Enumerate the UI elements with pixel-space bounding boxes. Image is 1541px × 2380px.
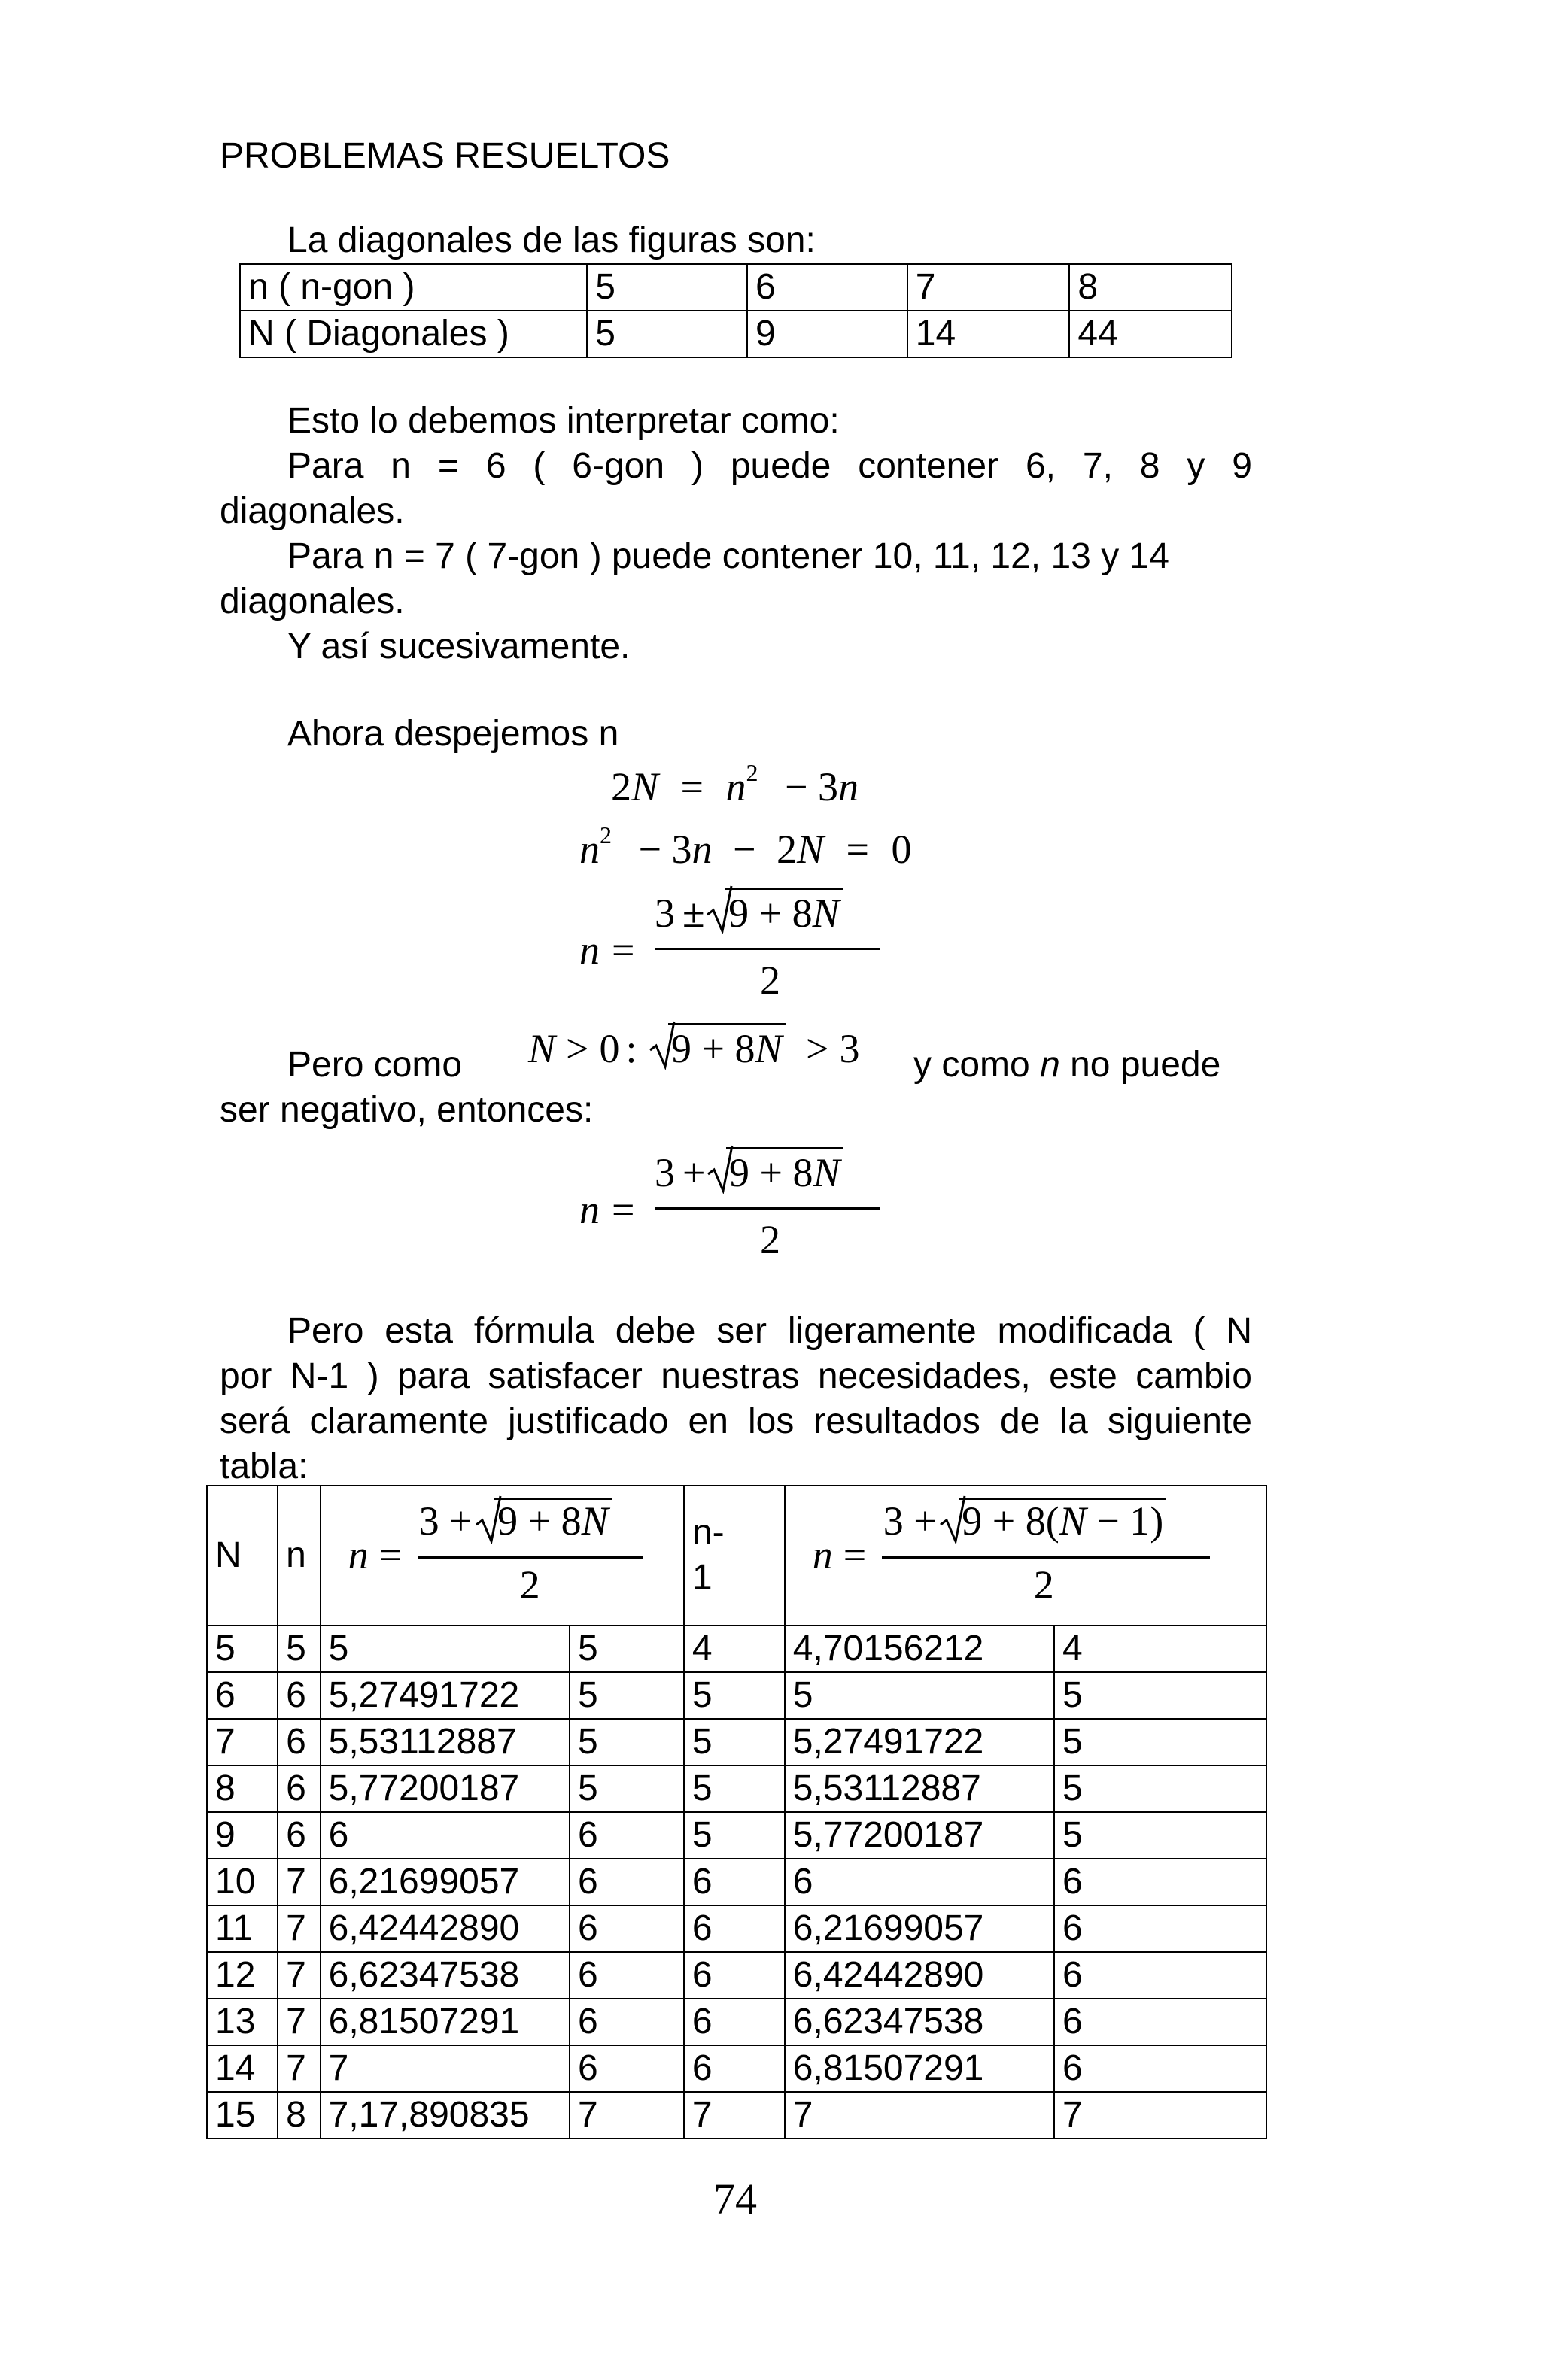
header-formula-n: n = 3 + 9 + 8N 2 xyxy=(321,1486,684,1626)
table-cell: 6 xyxy=(278,1812,320,1859)
table-cell: 7 xyxy=(207,1719,278,1765)
table-cell: 13 xyxy=(207,1999,278,2045)
table-cell: 6,81507291 xyxy=(321,1999,570,2045)
equation-3: n = 3 ± 9 + 8N 2 xyxy=(579,888,895,1015)
table-cell: 14 xyxy=(207,2045,278,2092)
paragraph-3a: Para n = 7 ( 7-gon ) puede contener 10, 11, 12, 13 y 14 xyxy=(287,536,1169,576)
table-cell: 5 xyxy=(278,1626,320,1672)
diagonals-table-cell: 5 xyxy=(587,264,747,311)
table-cell: 6 xyxy=(570,1999,684,2045)
table-cell: 6 xyxy=(570,1905,684,1952)
table-cell: 5 xyxy=(570,1719,684,1765)
table-cell: 7 xyxy=(321,2045,570,2092)
intro-text: La diagonales de las figuras son: xyxy=(287,220,816,260)
table-cell: 7 xyxy=(684,2092,785,2139)
table-cell: 4 xyxy=(684,1626,785,1672)
table-cell: 6 xyxy=(1054,1952,1266,1999)
table-cell: 7 xyxy=(785,2092,1054,2139)
table-cell: 5 xyxy=(570,1672,684,1719)
paragraph-7a: Pero esta fórmula debe ser ligeramente modificada ( N xyxy=(287,1311,1252,1351)
diagonals-table-cell: N ( Diagonales ) xyxy=(240,311,587,357)
table-cell: 6,81507291 xyxy=(785,2045,1054,2092)
table-row xyxy=(207,1905,1266,1952)
table-cell: 6 xyxy=(1054,1999,1266,2045)
table-cell: 7 xyxy=(1054,2092,1266,2139)
table-cell: 4,70156212 xyxy=(785,1626,1054,1672)
table-row xyxy=(207,1765,1266,1812)
table-cell: 6 xyxy=(278,1672,320,1719)
diagonals-table-cell: 14 xyxy=(907,311,1070,357)
table-cell: 6,62347538 xyxy=(785,1999,1054,2045)
paragraph-1: Esto lo debemos interpretar como: xyxy=(287,401,840,441)
table-cell: 5 xyxy=(1054,1812,1266,1859)
header-N: N xyxy=(207,1486,278,1626)
table-cell: 11 xyxy=(207,1905,278,1952)
table-cell: 15 xyxy=(207,2092,278,2139)
table-cell: 6,42442890 xyxy=(321,1905,570,1952)
table-cell: 8 xyxy=(207,1765,278,1812)
equation-4: n = 3 + 9 + 8N 2 xyxy=(579,1147,895,1275)
table-cell: 5 xyxy=(1054,1672,1266,1719)
table-cell: 6 xyxy=(278,1765,320,1812)
paragraph-7c: será claramente justificado en los resultados de la siguiente xyxy=(220,1401,1252,1441)
table-cell: 6 xyxy=(684,1952,785,1999)
table-row xyxy=(207,1719,1266,1765)
table-cell: 5 xyxy=(684,1765,785,1812)
table-cell: 5 xyxy=(321,1626,570,1672)
diagonals-table-cell: 44 xyxy=(1069,311,1232,357)
section-header: PROBLEMAS RESUELTOS xyxy=(220,136,670,176)
table-cell: 6 xyxy=(570,2045,684,2092)
table-cell: 5,27491722 xyxy=(321,1672,570,1719)
table-cell: 6 xyxy=(684,1999,785,2045)
diagonals-table-cell: 7 xyxy=(907,264,1070,311)
table-cell: 6,21699057 xyxy=(321,1859,570,1905)
table-row xyxy=(207,1999,1266,2045)
diagonals-table-cell: 5 xyxy=(587,311,747,357)
paragraph-5: Ahora despejemos n xyxy=(287,714,619,754)
table-row xyxy=(207,1812,1266,1859)
table-cell: 6 xyxy=(684,1905,785,1952)
table-cell: 7 xyxy=(570,2092,684,2139)
table-cell: 7 xyxy=(278,1999,320,2045)
table-cell: 7 xyxy=(278,1859,320,1905)
table-row xyxy=(207,1859,1266,1905)
table-cell: 6 xyxy=(785,1859,1054,1905)
inequality: N > 0 : 9 + 8N > 3 xyxy=(528,1023,859,1072)
table-row xyxy=(207,2045,1266,2092)
table-cell: 6 xyxy=(570,1859,684,1905)
table-cell: 10 xyxy=(207,1859,278,1905)
table-cell: 7 xyxy=(278,1952,320,1999)
table-cell: 5,27491722 xyxy=(785,1719,1054,1765)
table-cell: 8 xyxy=(278,2092,320,2139)
equation-2: $n^2 - 3n - 2N = 0$ xyxy=(579,821,912,872)
table-cell: 5 xyxy=(1054,1765,1266,1812)
table-cell: 6 xyxy=(1054,1859,1266,1905)
diagonals-table-row xyxy=(240,311,1232,357)
diagonals-table xyxy=(239,263,1232,358)
table-cell: 6,62347538 xyxy=(321,1952,570,1999)
table-cell: 6 xyxy=(1054,2045,1266,2092)
table-cell: 5,77200187 xyxy=(785,1812,1054,1859)
paragraph-6b: y como n no puede xyxy=(913,1045,1221,1085)
paragraph-2b: diagonales. xyxy=(220,491,405,531)
table-cell: 5,53112887 xyxy=(785,1765,1054,1812)
table-cell: 6,42442890 xyxy=(785,1952,1054,1999)
table-cell: 6 xyxy=(684,2045,785,2092)
table-cell: 6 xyxy=(278,1719,320,1765)
diagonals-table-cell: 6 xyxy=(747,264,907,311)
table-cell: 7,17,890835 xyxy=(321,2092,570,2139)
table-cell: 5 xyxy=(785,1672,1054,1719)
table-cell: 5,53112887 xyxy=(321,1719,570,1765)
paragraph-6a: Pero como xyxy=(287,1045,463,1085)
table-cell: 5 xyxy=(570,1765,684,1812)
table-cell: 4 xyxy=(1054,1626,1266,1672)
table-cell: 5 xyxy=(684,1672,785,1719)
table-cell: 6,21699057 xyxy=(785,1905,1054,1952)
paragraph-7b: por N-1 ) para satisfacer nuestras necesidades, este cambio xyxy=(220,1356,1252,1396)
paragraph-3b: diagonales. xyxy=(220,581,405,621)
equation-1: $2N = n^2 - 3n$ xyxy=(611,759,859,809)
table-row xyxy=(207,2092,1266,2139)
table-cell: 6 xyxy=(1054,1905,1266,1952)
table-cell: 9 xyxy=(207,1812,278,1859)
table-cell: 6 xyxy=(684,1859,785,1905)
table-cell: 7 xyxy=(278,2045,320,2092)
table-row xyxy=(207,1952,1266,1999)
results-table-header xyxy=(207,1486,1266,1626)
table-cell: 6 xyxy=(570,1952,684,1999)
table-cell: 6 xyxy=(570,1812,684,1859)
table-cell: 5 xyxy=(684,1719,785,1765)
table-cell: 12 xyxy=(207,1952,278,1999)
table-cell: 6 xyxy=(321,1812,570,1859)
table-cell: 5,77200187 xyxy=(321,1765,570,1812)
paragraph-6d: ser negativo, entonces: xyxy=(220,1090,594,1130)
table-cell: 5 xyxy=(207,1626,278,1672)
table-row xyxy=(207,1672,1266,1719)
table-cell: 7 xyxy=(278,1905,320,1952)
paragraph-7d: tabla: xyxy=(220,1447,309,1486)
header-n-minus-1: n- 1 xyxy=(684,1486,785,1626)
diagonals-table-row xyxy=(240,264,1232,311)
table-row xyxy=(207,1626,1266,1672)
header-formula-n-minus-1: n = 3 + 9 + 8(N − 1) 2 xyxy=(785,1486,1266,1626)
diagonals-table-cell: 9 xyxy=(747,311,907,357)
table-cell: 5 xyxy=(1054,1719,1266,1765)
paragraph-4: Y así sucesivamente. xyxy=(287,627,631,666)
paragraph-2a: Para n = 6 ( 6-gon ) puede contener 6, 7, 8 y 9 xyxy=(287,446,1252,486)
table-cell: 6 xyxy=(207,1672,278,1719)
diagonals-table-cell: n ( n-gon ) xyxy=(240,264,587,311)
table-cell: 5 xyxy=(570,1626,684,1672)
page-number: 74 xyxy=(713,2175,757,2224)
header-n: n xyxy=(278,1486,320,1626)
table-cell: 5 xyxy=(684,1812,785,1859)
results-table xyxy=(206,1485,1267,2139)
diagonals-table-cell: 8 xyxy=(1069,264,1232,311)
